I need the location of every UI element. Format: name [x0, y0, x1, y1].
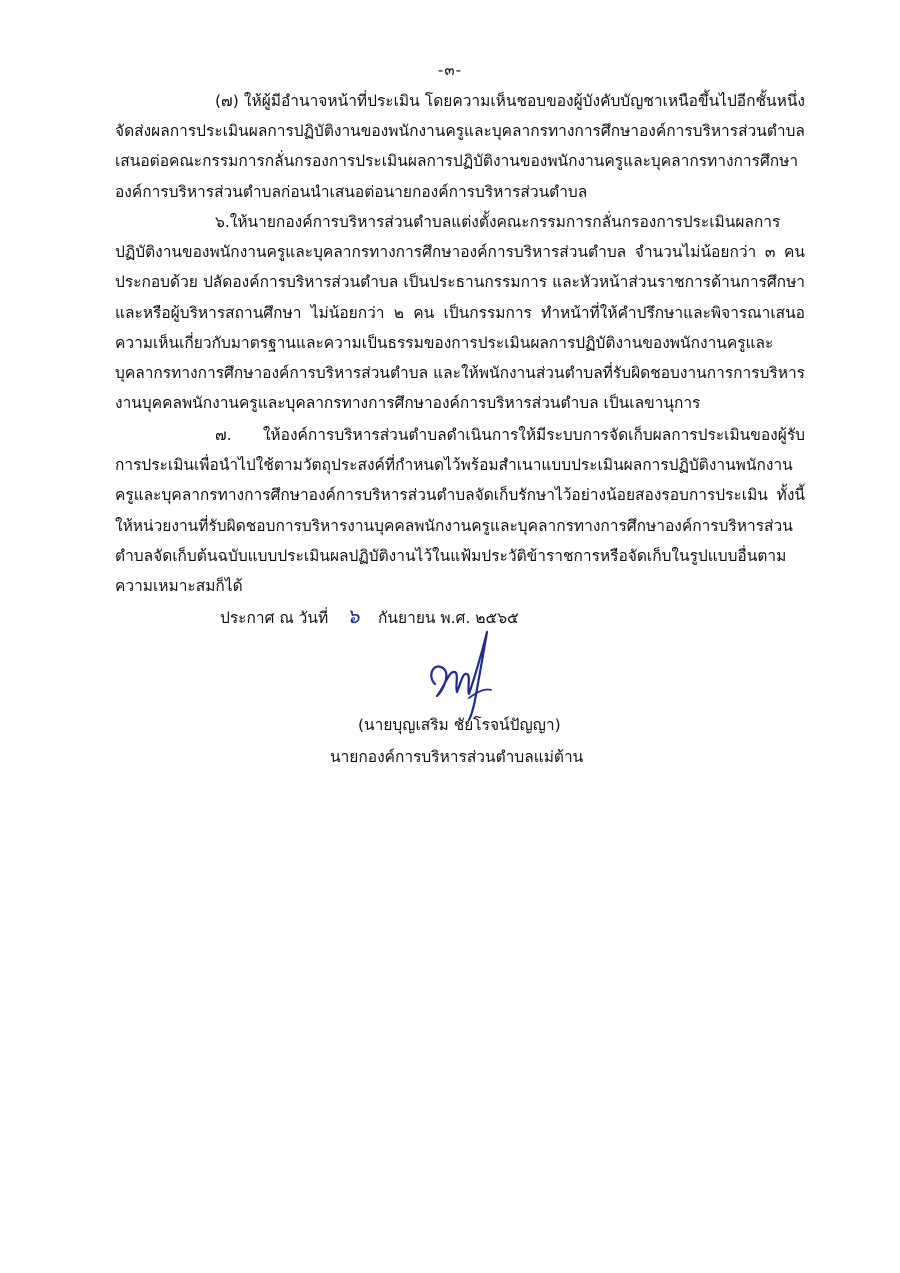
paragraph-record-keeping: ๗. ให้องค์การบริหารส่วนตำบลดำเนินการให้มีระบบการจัดเก็บผลการประเมินของผู้รับการประเมินเพื่อนำไปใช้ตามวัตถุประสงค์ที่กำหนดไว้พร้อมสำเนาแบบประเมินผลการปฏิบัติงานพนักงานครูและบุคลากรทางการศึกษาองค์การบริหารส่วนตำบลจัดเก็บรักษาไว้อย่างน้อยสองรอบการประเมิน ทั้งนี้ ให้หน่วยงานที่รับผิดชอบการบริหารงานบุคคลพนักงานครูและบุคลากรทางการศึกษาองค์การบริหารส่วนตำบลจัดเก็บต้นฉบับแบบประเมินผลปฏิบัติงานไว้ในแฟ้มประวัติข้าราชการหรือจัดเก็บในรูปแบบอื่นตามความเหมาะสมก็ได้ [115, 426, 805, 596]
announcement-month-year: กันยายน พ.ศ. ๒๕๖๕ [378, 609, 519, 627]
announcement-day-handwritten: ๖ [346, 604, 360, 628]
signer-title: นายกองค์การบริหารส่วนตำบลแม่ต้าน [330, 748, 584, 766]
signer-name: (นายบุญเสริม ชัยโรจน์ปัญญา) [358, 716, 561, 734]
paragraph-evaluation-submission: (๗) ให้ผู้มีอำนาจหน้าที่ประเมิน โดยความเห็นชอบของผู้บังคับบัญชาเหนือขึ้นไปอีกชั้นหนึ่ง จัดส่งผลการประเมินผลการปฏิบัติงานของพนักงานครูและบุคลากรทางการศึกษาองค์การบริหารส่วนตำบลเสนอต่อคณะกรรมการกลั่นกรองการประเมินผลการปฏิบัติงานของพนักงานครูและบุคลากรทางการศึกษาองค์การบริหารส่วนตำบลก่อนนำเสนอต่อนายกองค์การบริหารส่วนตำบล [115, 92, 805, 201]
page-number: -๓- [437, 61, 463, 79]
handwritten-signature [425, 626, 495, 722]
announcement-prefix: ประกาศ ณ วันที่ [220, 609, 329, 627]
paragraph-screening-committee: ๖.ให้นายกองค์การบริหารส่วนตำบลแต่งตั้งคณะกรรมการกลั่นกรองการประเมินผลการปฏิบัติงานของพนักงานครูและบุคลากรทางการศึกษาองค์การบริหารส่วนตำบล จำนวนไม่น้อยกว่า ๓ คน ประกอบด้วย ปลัดองค์การบริหารส่วนตำบล เป็นประธานกรรมการ และหัวหน้าส่วนราชการด้านการศึกษาและหรือผู้บริหารสถานศึกษา ไม่น้อยกว่า ๒ คน เป็นกรรมการ ทำหน้าที่ให้คำปรึกษาและพิจารณาเสนอความเห็นเกี่ยวกับมาตรฐานและความเป็นธรรมของการประเมินผลการปฏิบัติงานของพนักงานครูและบุคลากรทางการศึกษาองค์การบริหารส่วนตำบล และให้พนักงานส่วนตำบลที่รับผิดชอบงานการการบริหารงานบุคคลพนักงานครูและบุคลากรทางการศึกษาองค์การบริหารส่วนตำบล เป็นเลขานุการ [115, 213, 805, 413]
